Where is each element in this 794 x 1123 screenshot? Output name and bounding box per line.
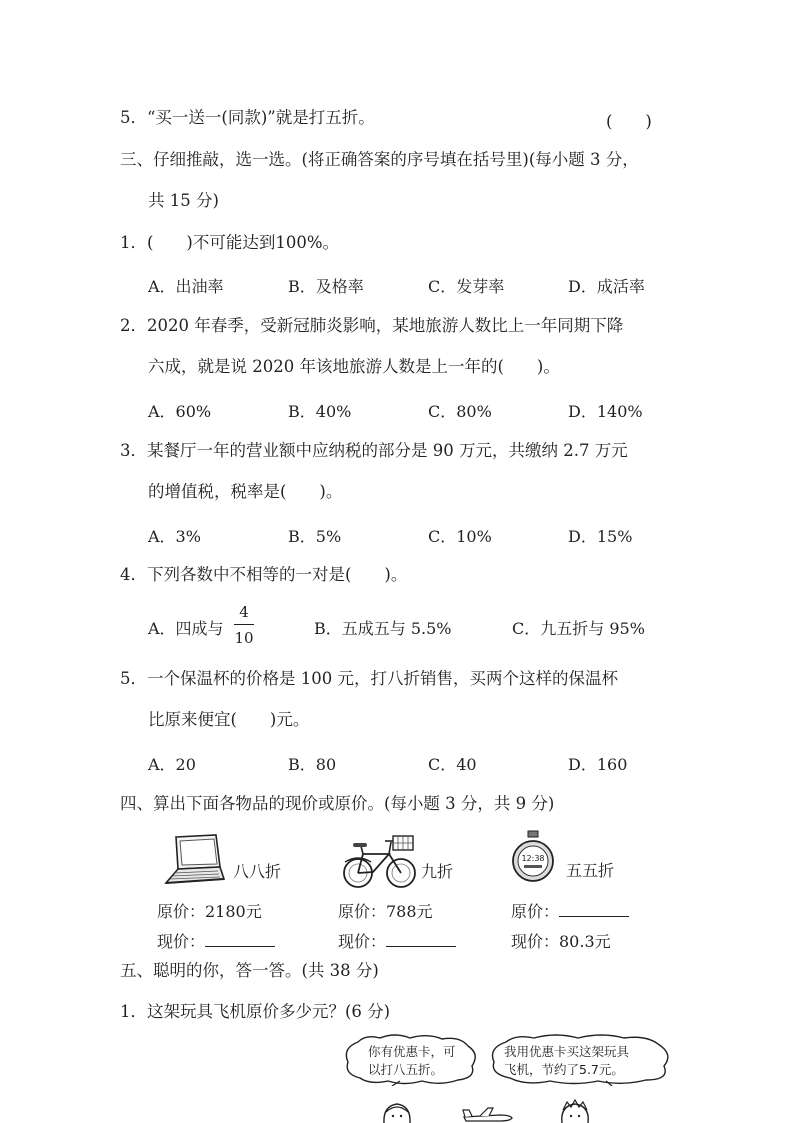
bubble-right-line1: 我用优惠卡买这架玩具 (504, 1044, 630, 1059)
q2-stem-line1: 2．2020 年春季，受新冠肺炎影响，某地旅游人数比上一年同期下降 (120, 316, 624, 335)
q5-stem-line1: 5．一个保温杯的价格是 100 元，打八折销售，买两个这样的保温杯 (120, 669, 618, 688)
true-false-q5: 5．“买一送一(同款)”就是打五折。 (120, 108, 375, 127)
q4-option-c[interactable]: C．九五折与 95% (512, 619, 645, 638)
q1-option-d[interactable]: D．成活率 (568, 277, 645, 296)
s5-q1-stem: 1．这架玩具飞机原价多少元？(6 分) (120, 1002, 391, 1021)
bicycle-current-price-row (338, 929, 456, 952)
q1-stem: 1．( )不可能达到100%。 (120, 233, 340, 252)
bubble-left-line2: 以打八五折。 (368, 1062, 444, 1077)
q2-option-c[interactable]: C．80% (428, 402, 492, 421)
q2-option-b[interactable]: B．40% (288, 402, 352, 421)
bicycle-icon (341, 832, 419, 890)
clock-current-price: 现价：80.3元 (511, 932, 611, 951)
clock-icon (511, 830, 555, 888)
q3-stem-line2: 的增值税，税率是( )。 (148, 482, 343, 501)
fraction-bar (234, 624, 254, 625)
q3-option-d[interactable]: D．15% (568, 527, 633, 546)
q5-stem-line2: 比原来便宜( )元。 (148, 710, 310, 729)
laptop-original-price: 原价：2180元 (157, 902, 262, 921)
q1-option-b[interactable]: B．及格率 (288, 277, 364, 296)
q3-stem-line1: 3．某餐厅一年的营业额中应纳税的部分是 90 万元，共缴纳 2.7 万元 (120, 441, 628, 460)
q2-option-a[interactable]: A．60% (148, 402, 212, 421)
laptop-current-blank[interactable] (205, 932, 275, 947)
bicycle-current-label: 现价： (338, 932, 387, 951)
clock-discount: 五五折 (566, 861, 615, 880)
laptop-discount: 八八折 (233, 862, 282, 881)
q3-option-a[interactable]: A．3% (148, 527, 201, 546)
q4-stem: 4．下列各数中不相等的一对是( )。 (120, 565, 408, 584)
bicycle-discount: 九折 (421, 862, 454, 881)
section5-heading: 五、聪明的你，答一答。(共 38 分) (120, 961, 379, 980)
section3-heading-line2: 共 15 分) (148, 191, 219, 210)
bubble-right-text (504, 1043, 629, 1079)
laptop-current-price-row (157, 929, 275, 952)
answer-paren[interactable]: ( ) (606, 112, 652, 131)
q3-option-c[interactable]: C．10% (428, 527, 492, 546)
q5-option-d[interactable]: D．160 (568, 755, 628, 774)
bubble-right-line2: 飞机，节约了5.7元。 (504, 1062, 624, 1077)
q4-option-a-prefix[interactable]: A．四成与 (148, 619, 224, 638)
section4-heading: 四、算出下面各物品的现价或原价。(每小题 3 分，共 9 分) (120, 794, 555, 813)
girl-figure-icon (380, 1100, 414, 1123)
clock-original-blank[interactable] (559, 902, 629, 917)
q1-option-c[interactable]: C．发芽率 (428, 277, 505, 296)
clock-original-label: 原价： (511, 902, 560, 921)
q4-option-b[interactable]: B．五成五与 5.5% (314, 619, 452, 638)
section3-heading-line1: 三、仔细推敲，选一选。(将正确答案的序号填在括号里)(每小题 3 分， (120, 150, 639, 169)
q2-stem-line2: 六成，就是说 2020 年该地旅游人数是上一年的( )。 (148, 357, 560, 376)
bicycle-original-price: 原价：788元 (338, 902, 433, 921)
bicycle-current-blank[interactable] (386, 932, 456, 947)
boy-figure-icon (558, 1098, 592, 1123)
q5-option-c[interactable]: C．40 (428, 755, 477, 774)
bubble-left-text (368, 1043, 456, 1079)
q4-fraction-denominator: 10 (234, 629, 254, 647)
laptop-icon (162, 833, 226, 887)
q1-option-a[interactable]: A．出油率 (148, 277, 224, 296)
q2-option-d[interactable]: D．140% (568, 402, 643, 421)
laptop-current-label: 现价： (157, 932, 206, 951)
q5-option-a[interactable]: A．20 (148, 755, 196, 774)
clock-original-price-row (511, 899, 629, 922)
bubble-left-line1: 你有优惠卡，可 (368, 1044, 456, 1059)
q3-option-b[interactable]: B．5% (288, 527, 342, 546)
q5-option-b[interactable]: B．80 (288, 755, 337, 774)
toy-airplane-icon (462, 1104, 514, 1123)
clock-display: 12:38 (521, 854, 545, 863)
q4-fraction-numerator: 4 (239, 603, 249, 621)
